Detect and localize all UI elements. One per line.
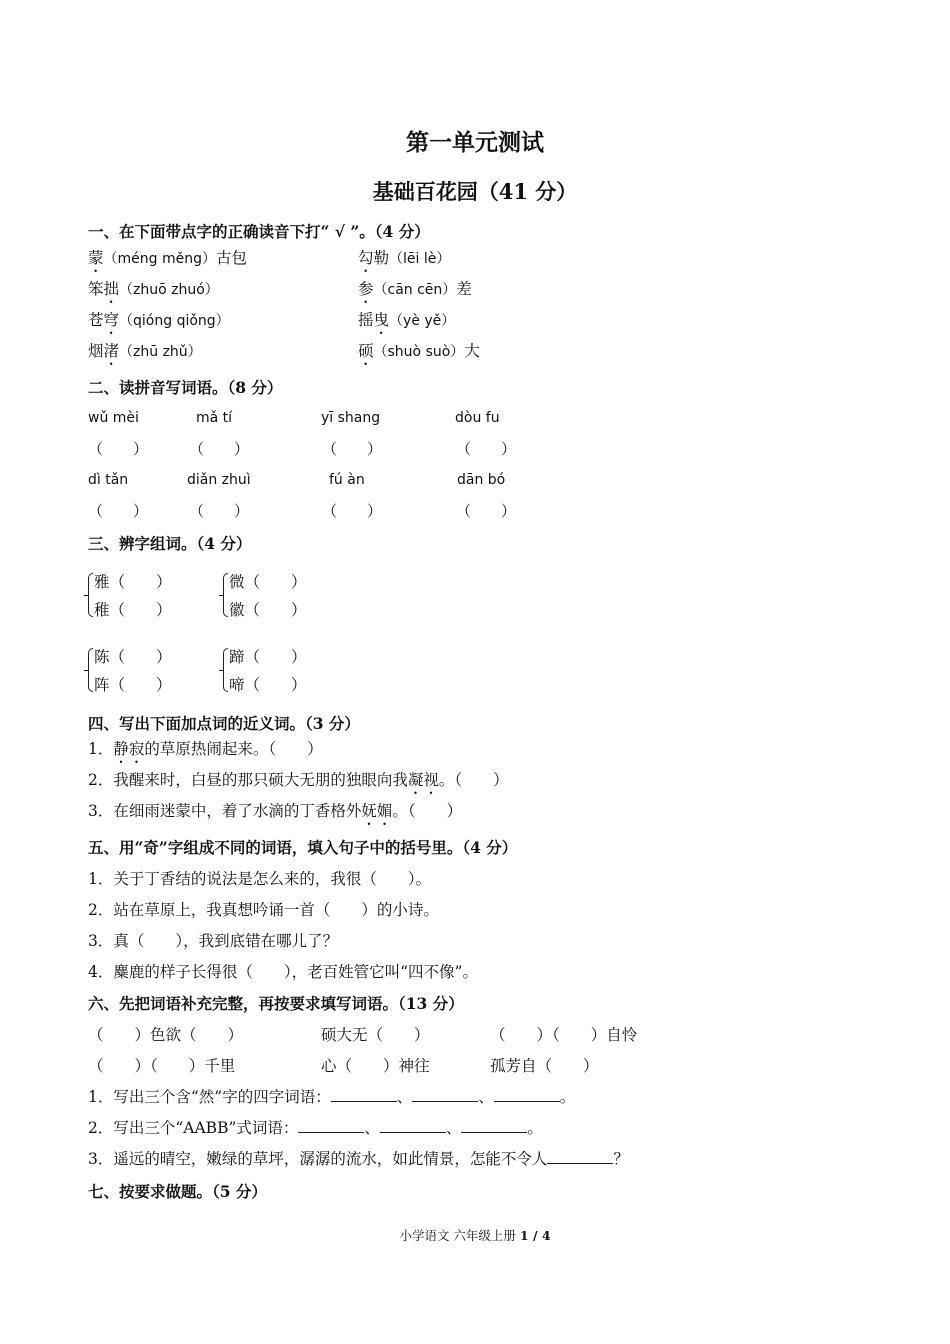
idiom-4: （ ）（ ）千里 — [88, 1057, 236, 1075]
s1-item-3: 笨拙（zhuō zhuó） — [88, 280, 219, 298]
answer-paren: （ ） — [88, 502, 149, 520]
brace — [223, 648, 228, 692]
section-6-heading: 六、先把词语补充完整，再按要求填写词语。（13 分） — [88, 994, 464, 1013]
pinyin-6: diǎn zhuì — [187, 472, 251, 488]
answer-paren: （ ） — [88, 440, 149, 458]
answer-blank — [494, 1087, 560, 1102]
s5-line-1: 1．关于丁香结的说法是怎么来的，我很（ ）。 — [88, 870, 432, 888]
page-number: 1 / 4 — [519, 1228, 551, 1243]
answer-blank — [412, 1087, 478, 1102]
page-title: 第一单元测试 — [406, 129, 544, 156]
pair-3-top: 陈（ ） — [94, 648, 172, 666]
pinyin-8: dān bó — [457, 472, 506, 488]
s1-item-4: 参（cān cēn）差 — [358, 280, 472, 298]
answer-paren: （ ） — [322, 502, 383, 520]
idiom-2: 硕大无（ ） — [321, 1026, 430, 1044]
s1-item-5: 苍穹（qióng qiǒng） — [88, 311, 230, 329]
s6-question-2: 2．写出三个“AABB”式词语： 、 、 。 — [88, 1119, 543, 1137]
s1-item-1: 蒙（méng měng）古包 — [88, 249, 248, 267]
pinyin-4: dòu fu — [455, 410, 500, 426]
answer-blank — [331, 1087, 397, 1102]
section-3-heading: 三、辨字组词。（4 分） — [88, 534, 252, 553]
pair-4-top: 蹄（ ） — [229, 648, 307, 666]
pinyin-3: yī shang — [321, 410, 381, 426]
answer-paren: （ ） — [456, 502, 517, 520]
idiom-5: 心（ ）神往 — [321, 1057, 430, 1075]
answer-blank — [461, 1118, 527, 1133]
pinyin-2: mǎ tí — [196, 410, 233, 426]
pair-4-bottom: 啼（ ） — [229, 676, 307, 694]
s1-item-2: 勾勒（lēi lè） — [358, 249, 451, 267]
section-2-heading: 二、读拼音写词语。（8 分） — [88, 378, 283, 397]
pair-2-bottom: 徽（ ） — [229, 601, 307, 619]
section-1-heading: 一、在下面带点字的正确读音下打“ √ ”。（4 分） — [88, 222, 430, 241]
section-5-heading: 五、用“奇”字组成不同的词语，填入句子中的括号里。（4 分） — [88, 838, 518, 857]
page-subtitle: 基础百花园（41 分） — [372, 179, 578, 204]
answer-paren: （ ） — [322, 440, 383, 458]
brace — [223, 573, 228, 617]
pinyin-5: dì tǎn — [88, 472, 129, 488]
pair-1-bottom: 稚（ ） — [94, 601, 172, 619]
section-7-heading: 七、按要求做题。（5 分） — [88, 1182, 267, 1201]
s6-question-1: 1．写出三个含“然”字的四字词语： 、 、 。 — [88, 1088, 576, 1106]
s4-question-1: 1．静寂的草原热闹起来。（ ） — [88, 740, 323, 758]
s1-item-7: 烟渚（zhū zhǔ） — [88, 342, 202, 360]
s4-question-2: 2．我醒来时，白昼的那只硕大无朋的独眼向我凝视。（ ） — [88, 771, 509, 789]
answer-blank — [547, 1149, 613, 1164]
section-4-heading: 四、写出下面加点词的近义词。（3 分） — [88, 714, 360, 733]
s1-item-6: 摇曳（yè yě） — [358, 311, 456, 329]
brace — [88, 648, 93, 692]
s6-question-3: 3．遥远的晴空，嫩绿的草坪，潺潺的流水，如此情景，怎能不令人 ？ — [88, 1150, 629, 1168]
s5-line-2: 2．站在草原上，我真想吟诵一首（ ）的小诗。 — [88, 901, 439, 919]
idiom-6: 孤芳自（ ） — [490, 1057, 599, 1075]
pair-3-bottom: 阵（ ） — [94, 676, 172, 694]
idiom-1: （ ）色欲（ ） — [88, 1026, 244, 1044]
pair-1-top: 雅（ ） — [94, 573, 172, 591]
pair-2-top: 微（ ） — [229, 573, 307, 591]
answer-paren: （ ） — [189, 502, 250, 520]
brace — [88, 573, 93, 617]
s4-question-3: 3．在细雨迷蒙中，着了水滴的丁香格外妩媚。（ ） — [88, 802, 463, 820]
s5-line-3: 3．真（ ），我到底错在哪儿了？ — [88, 932, 339, 950]
s1-item-8: 硕（shuò suò）大 — [358, 342, 480, 360]
page-footer: 小学语文 六年级上册 1 / 4 — [399, 1228, 551, 1243]
pinyin-7: fú àn — [329, 472, 365, 488]
answer-paren: （ ） — [456, 440, 517, 458]
idiom-3: （ ）（ ）自怜 — [490, 1026, 638, 1044]
s5-line-4: 4．麋鹿的样子长得很（ ），老百姓管它叫“四不像”。 — [88, 963, 478, 981]
answer-blank — [298, 1118, 364, 1133]
pinyin-1: wǔ mèi — [88, 410, 139, 426]
answer-blank — [380, 1118, 446, 1133]
answer-paren: （ ） — [189, 440, 250, 458]
